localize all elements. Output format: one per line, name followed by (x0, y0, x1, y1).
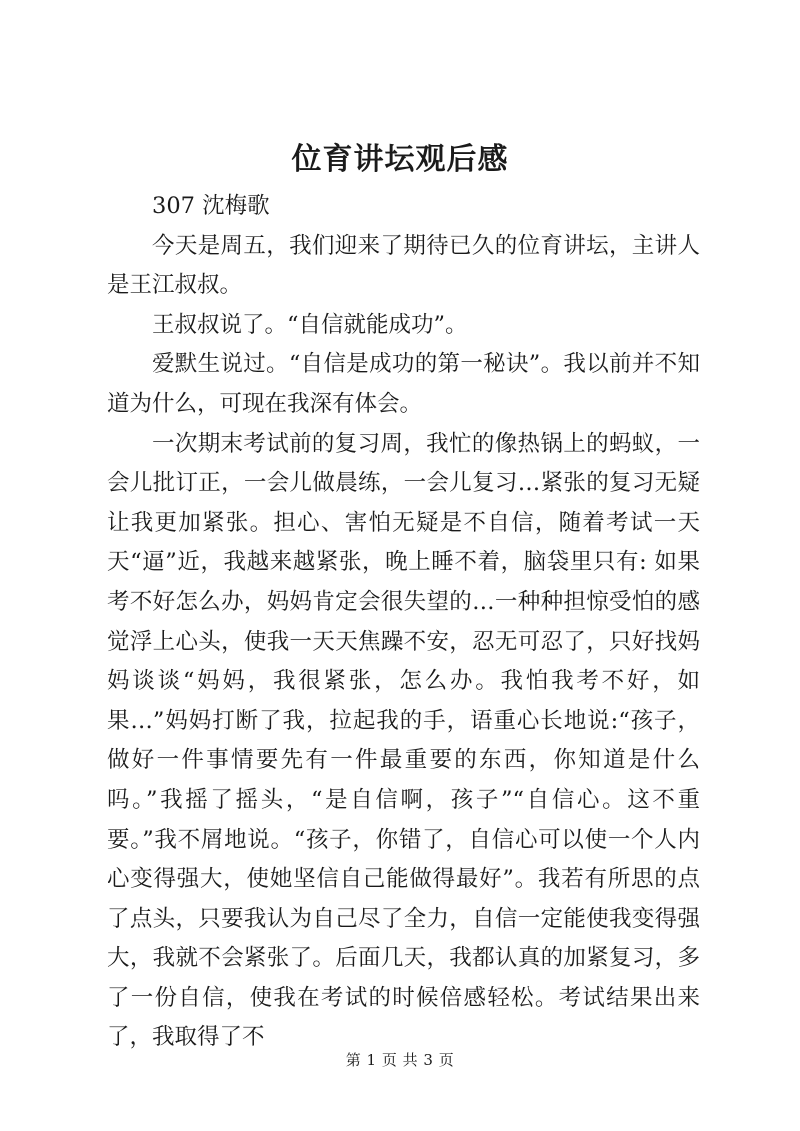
document-body (107, 187, 700, 1058)
document-title: 位育讲坛观后感 (291, 142, 509, 177)
paragraph: 王叔叔说了。“自信就能成功”。 (152, 311, 468, 338)
paragraph: 今天是周五，我们迎来了期待已久的位育讲坛，主讲人是王江叔叔。 (107, 232, 700, 299)
author-line: 307 沈梅歌 (152, 193, 270, 219)
paragraph: 爱默生说过。“自信是成功的第一秘诀”。我以前并不知道为什么，可现在我深有体会。 (107, 351, 700, 417)
page-footer: 第 1 页 共 3 页 (345, 1051, 455, 1069)
paragraph: 一次期末考试前的复习周，我忙的像热锅上的蚂蚁，一会儿批订正，一会儿做晨练，一会儿复习…紧张的复习无疑让我更加紧张。担心、害怕无疑是不自信，随着考试一天天“逼”近，我越来越紧张，晚上睡不着，脑袋里只有: 如果考不好怎么办，妈妈肯定会很失望的…一种种担惊受怕的感觉浮上心头，使我一天天焦躁不安，忍无可忍了，只好找妈妈谈谈“妈妈，我很紧张，怎么办。我怕我考不好，如果…”妈妈打断了我，拉起我的手，语重心长地说:“孩子，做好一件事情要先有一件最重要的东西，你知道是什么吗。”我摇了摇头，“是自信啊，孩子”“自信心。这不重要。”我不屑地说。“孩子，你错了，自信心可以使一个人内心变得强大，使她坚信自己能做得最好”。我若有所思的点了点头，只要我认为自己尽了全力，自信一定能使我变得强大，我就不会紧张了。后面几天，我都认真的加紧复习，多了一份自信，使我在考试的时候倍感轻松。考试结果出来了，我取得了不 (107, 430, 700, 1051)
